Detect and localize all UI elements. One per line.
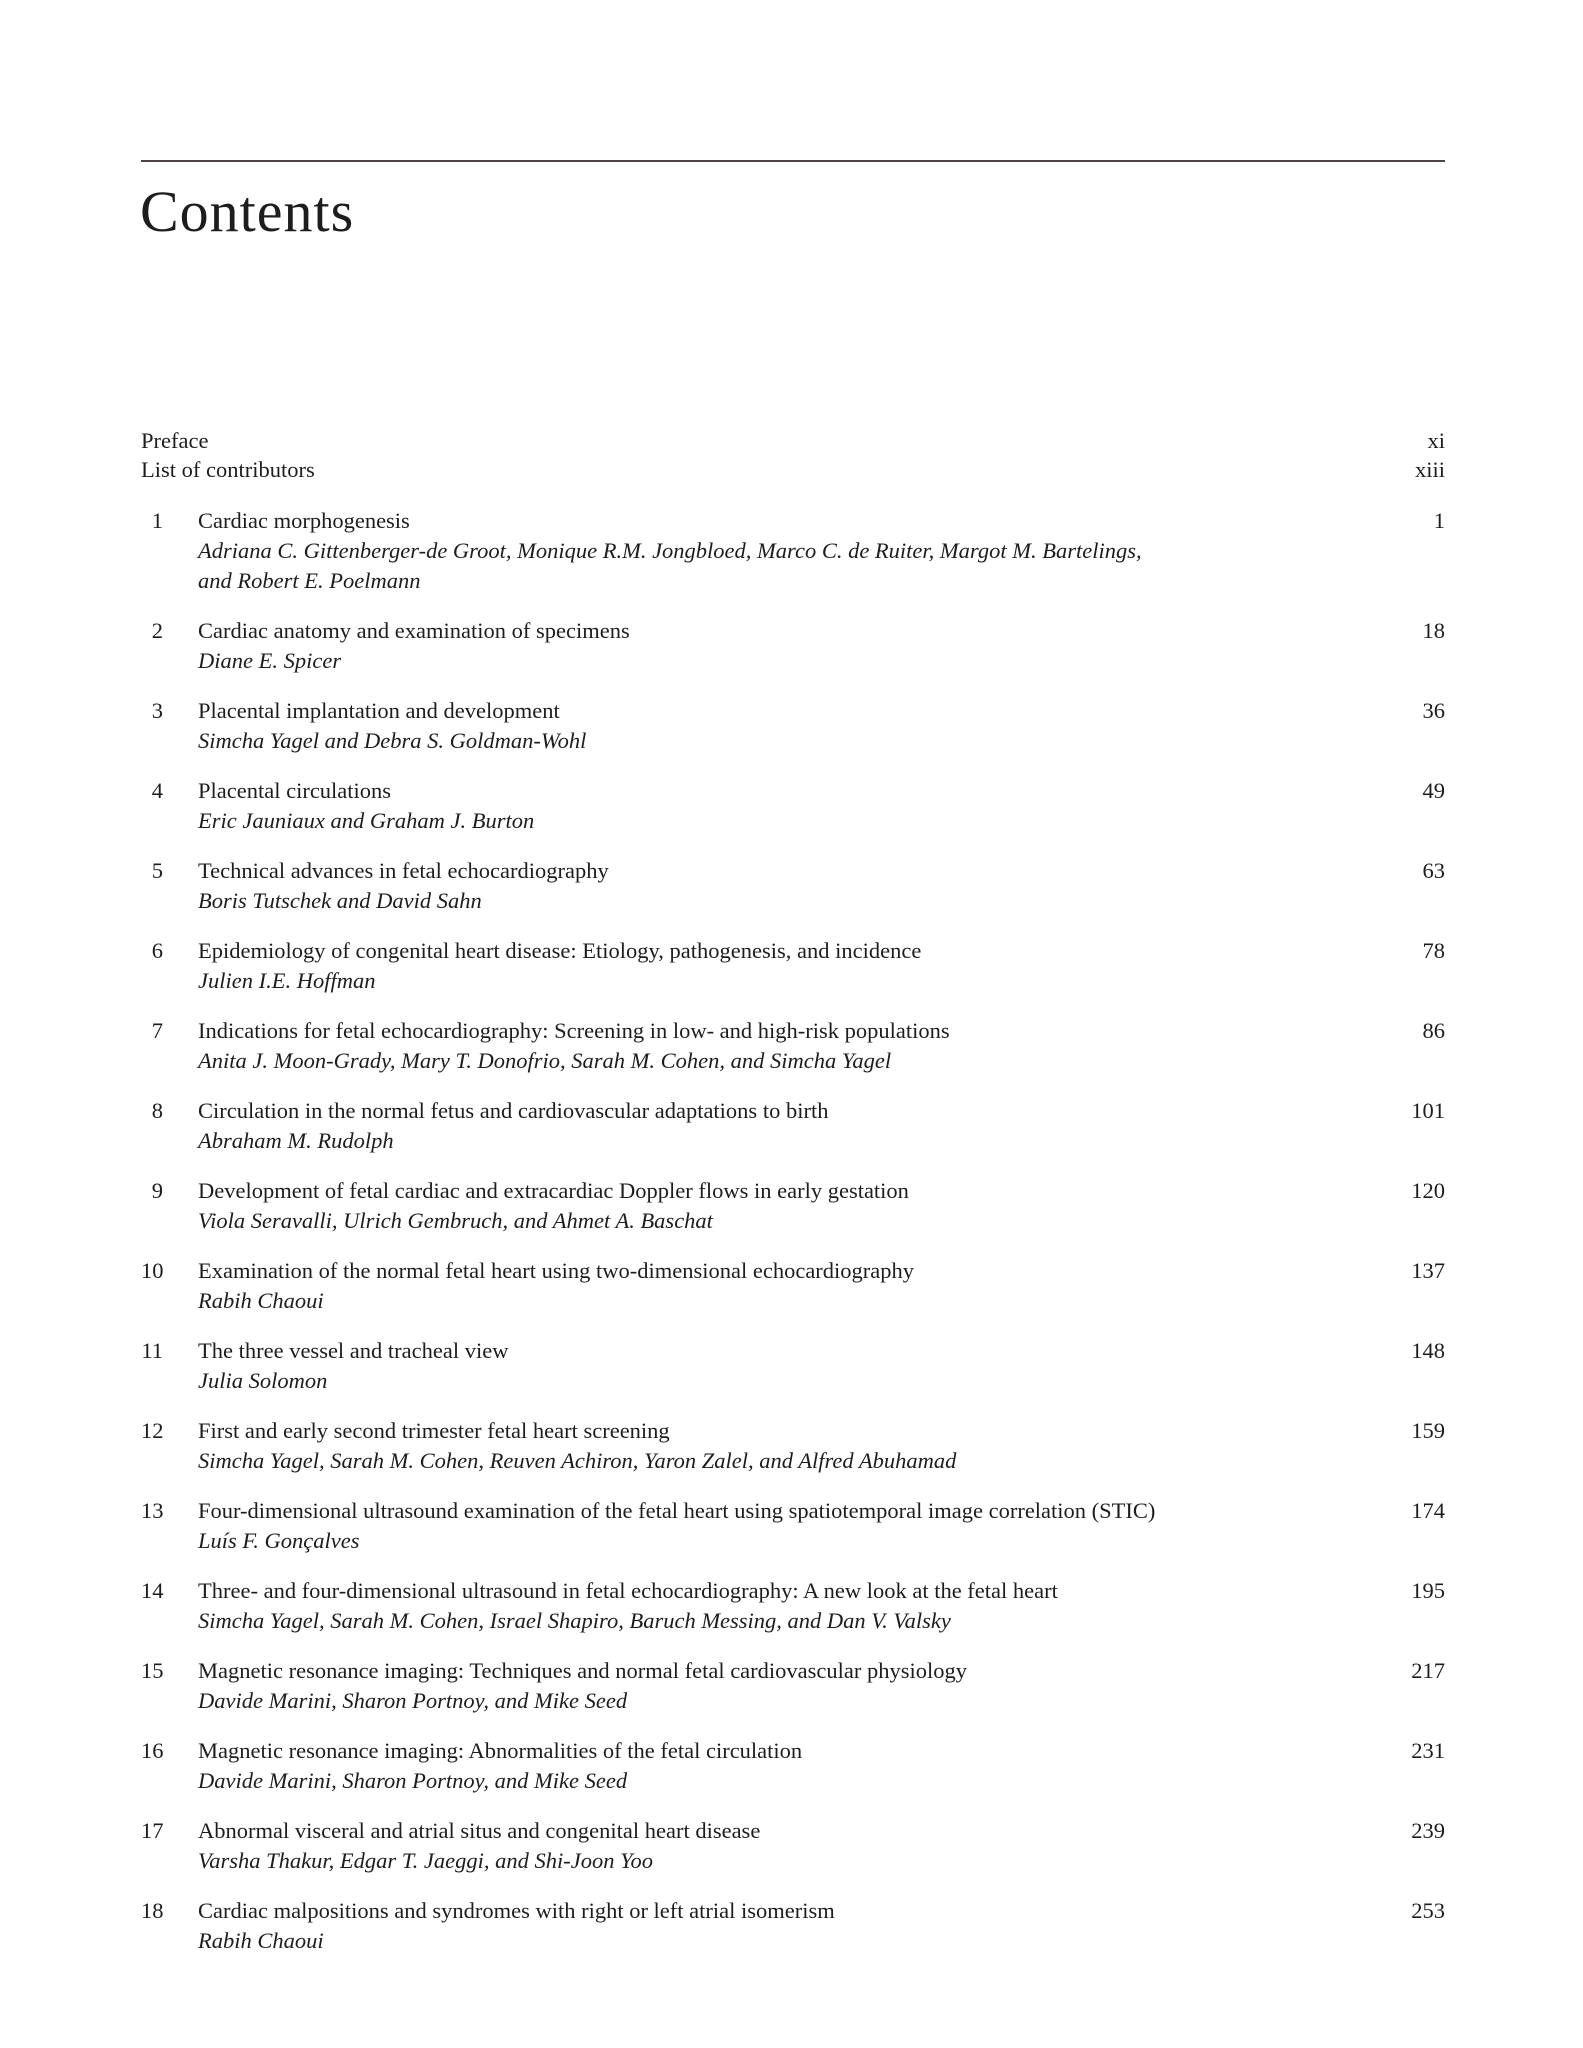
front-matter-page-number: xi <box>1427 428 1445 453</box>
chapter-body <box>163 936 1423 996</box>
chapter-body <box>163 776 1423 836</box>
chapter-page-number: 86 <box>1422 1018 1445 1043</box>
chapter-author-line: Simcha Yagel, Sarah M. Cohen, Reuven Achiron, Yaron Zalel, and Alfred Abuhamad <box>198 1448 957 1473</box>
chapter-authors <box>198 1926 1387 1956</box>
chapter-title: Cardiac morphogenesis <box>198 508 410 533</box>
chapter-page-number: 18 <box>1422 618 1445 643</box>
chapter-authors <box>198 1766 1387 1796</box>
chapter-number: 3 <box>151 698 163 723</box>
chapter-body <box>163 1016 1423 1076</box>
chapter-author-line: Rabih Chaoui <box>198 1928 324 1953</box>
chapter-page-number: 101 <box>1411 1098 1445 1123</box>
chapter-number: 5 <box>151 858 163 883</box>
chapter-body <box>163 1496 1411 1556</box>
chapter-number: 10 <box>141 1258 164 1283</box>
chapter-number: 17 <box>141 1818 164 1843</box>
toc-entry <box>141 1896 1445 1956</box>
chapter-page-number: 148 <box>1411 1338 1445 1363</box>
chapter-author-line: Davide Marini, Sharon Portnoy, and Mike Seed <box>198 1688 628 1713</box>
toc-entries <box>141 506 1445 1956</box>
chapter-body <box>163 1096 1411 1156</box>
toc-entry <box>141 1736 1445 1796</box>
chapter-body <box>163 1416 1411 1476</box>
chapter-authors <box>198 966 1399 996</box>
chapter-body <box>163 1176 1411 1236</box>
chapter-title: Development of fetal cardiac and extracardiac Doppler flows in early gestation <box>198 1178 909 1203</box>
toc-entry <box>141 506 1445 596</box>
chapter-title: Four-dimensional ultrasound examination of the fetal heart using spatiotemporal image correlation (STIC) <box>198 1498 1156 1523</box>
chapter-number: 1 <box>151 508 163 533</box>
chapter-number: 14 <box>141 1578 164 1603</box>
toc-entry <box>141 1816 1445 1876</box>
chapter-page-number: 63 <box>1422 858 1445 883</box>
toc-entry <box>141 1256 1445 1316</box>
toc-entry <box>141 1496 1445 1556</box>
chapter-title: Indications for fetal echocardiography: Screening in low- and high-risk populations <box>198 1018 950 1043</box>
chapter-body <box>163 1336 1411 1396</box>
chapter-number: 4 <box>151 778 163 803</box>
chapter-title: First and early second trimester fetal heart screening <box>198 1418 670 1443</box>
chapter-page-number: 195 <box>1411 1578 1445 1603</box>
chapter-author-line: Varsha Thakur, Edgar T. Jaeggi, and Shi-Joon Yoo <box>198 1848 654 1873</box>
chapter-page-number: 78 <box>1422 938 1445 963</box>
front-matter-row <box>141 455 1445 484</box>
chapter-authors <box>198 1686 1387 1716</box>
page-title: Contents <box>140 179 355 244</box>
chapter-author-line: Simcha Yagel, Sarah M. Cohen, Israel Shapiro, Baruch Messing, and Dan V. Valsky <box>198 1608 951 1633</box>
chapter-authors <box>198 1286 1387 1316</box>
chapter-number: 15 <box>141 1658 164 1683</box>
chapter-author-line: Rabih Chaoui <box>198 1288 324 1313</box>
front-matter-label: Preface <box>141 428 209 453</box>
chapter-title: Cardiac anatomy and examination of specimens <box>198 618 630 643</box>
chapter-authors <box>198 726 1399 756</box>
chapter-authors <box>198 646 1399 676</box>
chapter-title: Magnetic resonance imaging: Techniques and normal fetal cardiovascular physiology <box>198 1658 968 1683</box>
chapter-author-line: Simcha Yagel and Debra S. Goldman-Wohl <box>198 728 587 753</box>
chapter-page-number: 49 <box>1422 778 1445 803</box>
chapter-author-line: Adriana C. Gittenberger-de Groot, Monique R.M. Jongbloed, Marco C. de Ruiter, Margot M. Bartelings, <box>198 538 1142 563</box>
chapter-author-line: and Robert E. Poelmann <box>198 568 421 593</box>
chapter-body <box>163 1736 1411 1796</box>
chapter-number: 9 <box>151 1178 163 1203</box>
chapter-number: 2 <box>151 618 163 643</box>
chapter-page-number: 174 <box>1411 1498 1445 1523</box>
chapter-title: Placental circulations <box>198 778 392 803</box>
toc-entry <box>141 1576 1445 1636</box>
chapter-body <box>163 616 1423 676</box>
chapter-title: Examination of the normal fetal heart using two-dimensional echocardiography <box>198 1258 915 1283</box>
chapter-body <box>163 506 1434 596</box>
toc-entry <box>141 1336 1445 1396</box>
chapter-authors <box>198 1846 1387 1876</box>
chapter-body <box>163 1256 1411 1316</box>
chapter-author-line: Julia Solomon <box>198 1368 328 1393</box>
chapter-page-number: 1 <box>1433 508 1445 533</box>
chapter-authors <box>198 1206 1387 1236</box>
chapter-author-line: Boris Tutschek and David Sahn <box>198 888 482 913</box>
chapter-body <box>163 1896 1411 1956</box>
chapter-title: Three- and four-dimensional ultrasound in fetal echocardiography: A new look at the fetal heart <box>198 1578 1058 1603</box>
chapter-title: Epidemiology of congenital heart disease: Etiology, pathogenesis, and incidence <box>198 938 922 963</box>
chapter-number: 11 <box>141 1338 163 1363</box>
chapter-number: 13 <box>141 1498 164 1523</box>
front-matter-page-number: xiii <box>1414 457 1445 482</box>
front-matter <box>141 426 1445 484</box>
chapter-body <box>163 856 1423 916</box>
front-matter-row <box>141 426 1445 455</box>
chapter-authors <box>198 536 1410 596</box>
chapter-authors <box>198 1606 1387 1636</box>
chapter-author-line: Viola Seravalli, Ulrich Gembruch, and Ahmet A. Baschat <box>198 1208 713 1233</box>
chapter-authors <box>198 886 1399 916</box>
chapter-body <box>163 696 1423 756</box>
chapter-title: Abnormal visceral and atrial situs and congenital heart disease <box>198 1818 761 1843</box>
chapter-author-line: Diane E. Spicer <box>198 648 342 673</box>
toc-entry <box>141 1656 1445 1716</box>
chapter-authors <box>198 1366 1387 1396</box>
chapter-author-line: Anita J. Moon-Grady, Mary T. Donofrio, Sarah M. Cohen, and Simcha Yagel <box>198 1048 892 1073</box>
toc-entry <box>141 1016 1445 1076</box>
chapter-title: Technical advances in fetal echocardiography <box>198 858 609 883</box>
chapter-title: The three vessel and tracheal view <box>198 1338 509 1363</box>
chapter-title: Cardiac malpositions and syndromes with right or left atrial isomerism <box>198 1898 835 1923</box>
chapter-page-number: 217 <box>1411 1658 1445 1683</box>
toc-entry <box>141 1096 1445 1156</box>
chapter-author-line: Eric Jauniaux and Graham J. Burton <box>198 808 535 833</box>
chapter-page-number: 120 <box>1411 1178 1445 1203</box>
toc-entry <box>141 696 1445 756</box>
header-rule <box>141 160 1445 162</box>
chapter-author-line: Davide Marini, Sharon Portnoy, and Mike Seed <box>198 1768 628 1793</box>
chapter-body <box>163 1816 1411 1876</box>
chapter-title: Magnetic resonance imaging: Abnormalities of the fetal circulation <box>198 1738 803 1763</box>
toc-entry <box>141 616 1445 676</box>
toc-entry <box>141 776 1445 836</box>
chapter-page-number: 137 <box>1411 1258 1445 1283</box>
chapter-authors <box>198 1046 1399 1076</box>
table-of-contents <box>141 426 1445 1976</box>
toc-entry <box>141 856 1445 916</box>
chapter-page-number: 231 <box>1411 1738 1445 1763</box>
chapter-number: 16 <box>141 1738 164 1763</box>
chapter-author-line: Julien I.E. Hoffman <box>198 968 376 993</box>
chapter-body <box>163 1656 1411 1716</box>
chapter-author-line: Luís F. Gonçalves <box>198 1528 360 1553</box>
toc-entry <box>141 1416 1445 1476</box>
chapter-authors <box>198 1126 1387 1156</box>
chapter-page-number: 36 <box>1422 698 1445 723</box>
chapter-title: Placental implantation and development <box>198 698 560 723</box>
chapter-number: 12 <box>141 1418 164 1443</box>
chapter-authors <box>198 806 1399 836</box>
chapter-author-line: Abraham M. Rudolph <box>198 1128 394 1153</box>
chapter-authors <box>198 1446 1387 1476</box>
chapter-number: 7 <box>151 1018 163 1043</box>
chapter-body <box>163 1576 1411 1636</box>
chapter-page-number: 239 <box>1411 1818 1445 1843</box>
front-matter-label: List of contributors <box>141 457 315 482</box>
chapter-title: Circulation in the normal fetus and cardiovascular adaptations to birth <box>198 1098 829 1123</box>
chapter-authors <box>198 1526 1387 1556</box>
chapter-page-number: 253 <box>1411 1898 1445 1923</box>
toc-entry <box>141 1176 1445 1236</box>
chapter-number: 8 <box>151 1098 163 1123</box>
toc-entry <box>141 936 1445 996</box>
chapter-page-number: 159 <box>1411 1418 1445 1443</box>
chapter-number: 18 <box>141 1898 164 1923</box>
chapter-number: 6 <box>151 938 163 963</box>
